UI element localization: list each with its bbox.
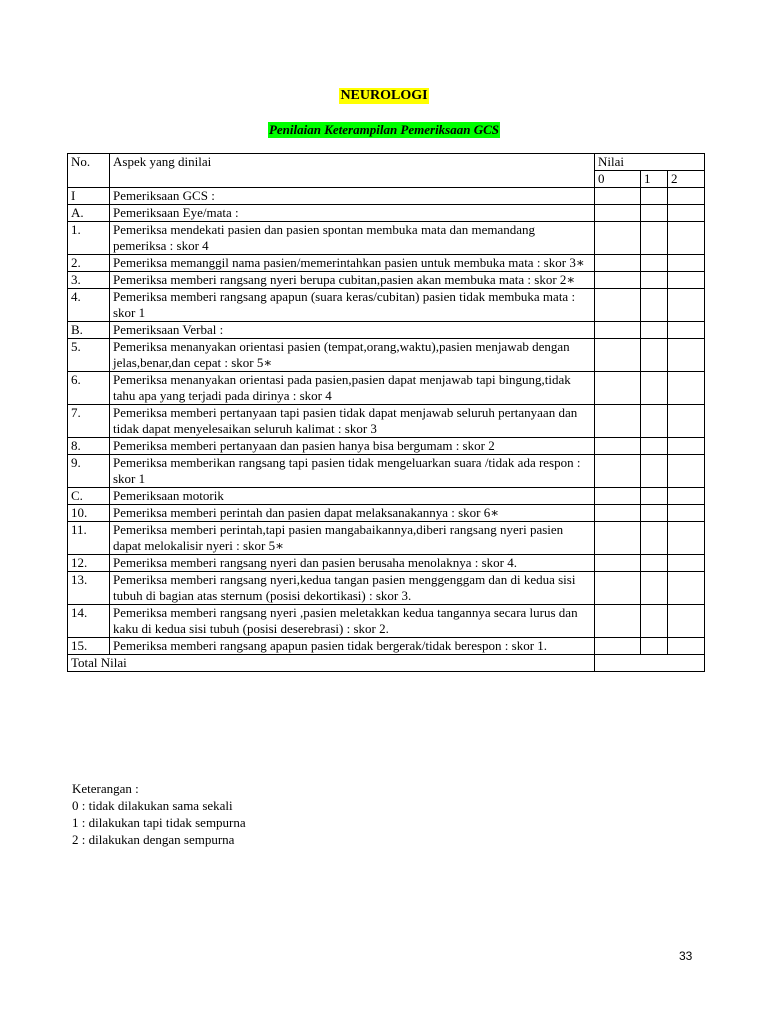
score-cell-0[interactable] — [595, 405, 641, 438]
score-cell-0[interactable] — [595, 522, 641, 555]
legend-item: 1 : dilakukan tapi tidak sempurna — [72, 815, 246, 830]
score-cell-1[interactable] — [641, 205, 668, 222]
score-cell-0[interactable] — [595, 322, 641, 339]
score-cell-0[interactable] — [595, 455, 641, 488]
score-cell-2[interactable] — [668, 638, 705, 655]
table-row — [68, 339, 705, 372]
row-number: I — [68, 188, 110, 205]
score-cell-2[interactable] — [668, 222, 705, 255]
page-number: 33 — [679, 949, 693, 963]
score-cell-0[interactable] — [595, 222, 641, 255]
score-cell-1[interactable] — [641, 488, 668, 505]
score-cell-1[interactable] — [641, 322, 668, 339]
row-aspect: Pemeriksa memberi pertanyaan tapi pasien tidak dapat menjawab seluruh pertanyaan dan tidak dapat menyelesaikan seluruh kalimat : skor 3 — [110, 405, 595, 438]
score-cell-1[interactable] — [641, 405, 668, 438]
score-cell-2[interactable] — [668, 205, 705, 222]
score-cell-0[interactable] — [595, 339, 641, 372]
row-aspect: Pemeriksaan Eye/mata : — [110, 205, 595, 222]
table-row — [68, 188, 705, 205]
header-aspek: Aspek yang dinilai — [110, 154, 595, 188]
row-number: 7. — [68, 405, 110, 438]
legend-item: 2 : dilakukan dengan sempurna — [72, 832, 235, 847]
row-number: 11. — [68, 522, 110, 555]
table-row — [68, 455, 705, 488]
title-container — [0, 86, 768, 104]
score-cell-0[interactable] — [595, 289, 641, 322]
score-cell-0[interactable] — [595, 505, 641, 522]
table-row — [68, 638, 705, 655]
row-number: C. — [68, 488, 110, 505]
score-cell-0[interactable] — [595, 605, 641, 638]
score-cell-2[interactable] — [668, 438, 705, 455]
score-cell-0[interactable] — [595, 488, 641, 505]
legend-heading: Keterangan : — [72, 781, 139, 796]
total-row — [68, 655, 705, 672]
score-cell-0[interactable] — [595, 205, 641, 222]
row-number: 5. — [68, 339, 110, 372]
score-cell-1[interactable] — [641, 455, 668, 488]
row-number: 14. — [68, 605, 110, 638]
row-aspect: Pemeriksaan GCS : — [110, 188, 595, 205]
score-cell-0[interactable] — [595, 572, 641, 605]
score-cell-2[interactable] — [668, 405, 705, 438]
score-cell-2[interactable] — [668, 488, 705, 505]
table-row — [68, 505, 705, 522]
row-aspect: Pemeriksa memberi rangsang apapun (suara keras/cubitan) pasien tidak membuka mata : skor 1 — [110, 289, 595, 322]
row-aspect: Pemeriksa memanggil nama pasien/memerintahkan pasien untuk membuka mata : skor 3∗ — [110, 255, 595, 272]
score-cell-2[interactable] — [668, 555, 705, 572]
table-row — [68, 205, 705, 222]
table-row — [68, 605, 705, 638]
assessment-table — [67, 153, 705, 672]
row-aspect: Pemeriksa mendekati pasien dan pasien spontan membuka mata dan memandang pemeriksa : skor 4 — [110, 222, 595, 255]
score-cell-1[interactable] — [641, 272, 668, 289]
row-number: 4. — [68, 289, 110, 322]
row-number: 8. — [68, 438, 110, 455]
row-aspect: Pemeriksa memberi rangsang apapun pasien tidak bergerak/tidak berespon : skor 1. — [110, 638, 595, 655]
table-row — [68, 272, 705, 289]
score-cell-1[interactable] — [641, 222, 668, 255]
score-cell-0[interactable] — [595, 255, 641, 272]
score-cell-2[interactable] — [668, 322, 705, 339]
row-aspect: Pemeriksaan motorik — [110, 488, 595, 505]
table-header-row — [68, 154, 705, 171]
score-cell-2[interactable] — [668, 272, 705, 289]
header-score-0: 0 — [595, 171, 641, 188]
header-no: No. — [68, 154, 110, 188]
score-cell-1[interactable] — [641, 505, 668, 522]
row-aspect: Pemeriksa memberi pertanyaan dan pasien hanya bisa bergumam : skor 2 — [110, 438, 595, 455]
total-value-cell[interactable] — [595, 655, 705, 672]
score-cell-1[interactable] — [641, 438, 668, 455]
table-row — [68, 522, 705, 555]
score-cell-0[interactable] — [595, 438, 641, 455]
table-row — [68, 438, 705, 455]
table-row — [68, 322, 705, 339]
row-number: 15. — [68, 638, 110, 655]
score-cell-1[interactable] — [641, 289, 668, 322]
table-row — [68, 488, 705, 505]
row-number: 2. — [68, 255, 110, 272]
score-cell-0[interactable] — [595, 272, 641, 289]
score-cell-2[interactable] — [668, 505, 705, 522]
row-aspect: Pemeriksa menanyakan orientasi pada pasien,pasien dapat menjawab tapi bingung,tidak tahu apa yang terjadi pada dirinya : skor 4 — [110, 372, 595, 405]
row-number: 1. — [68, 222, 110, 255]
table-row — [68, 572, 705, 605]
score-cell-2[interactable] — [668, 188, 705, 205]
legend — [72, 780, 246, 848]
score-cell-1[interactable] — [641, 555, 668, 572]
row-number: A. — [68, 205, 110, 222]
score-cell-0[interactable] — [595, 188, 641, 205]
row-number: 10. — [68, 505, 110, 522]
score-cell-2[interactable] — [668, 339, 705, 372]
row-aspect: Pemeriksa menanyakan orientasi pasien (tempat,orang,waktu),pasien menjawab dengan jelas,benar,dan cepat : skor 5∗ — [110, 339, 595, 372]
row-aspect: Pemeriksa memberi perintah,tapi pasien mangabaikannya,diberi rangsang nyeri pasien dapat melokalisir nyeri : skor 5∗ — [110, 522, 595, 555]
score-cell-1[interactable] — [641, 372, 668, 405]
score-cell-2[interactable] — [668, 572, 705, 605]
subtitle-container — [0, 121, 768, 139]
row-aspect: Pemeriksa memberi rangsang nyeri dan pasien berusaha menolaknya : skor 4. — [110, 555, 595, 572]
header-nilai: Nilai — [595, 154, 705, 171]
score-cell-2[interactable] — [668, 605, 705, 638]
page-subtitle: Penilaian Keterampilan Pemeriksaan GCS — [268, 122, 500, 137]
score-cell-1[interactable] — [641, 188, 668, 205]
score-cell-0[interactable] — [595, 372, 641, 405]
table-row — [68, 372, 705, 405]
score-cell-2[interactable] — [668, 289, 705, 322]
score-cell-1[interactable] — [641, 255, 668, 272]
row-number: B. — [68, 322, 110, 339]
score-cell-2[interactable] — [668, 372, 705, 405]
row-number: 3. — [68, 272, 110, 289]
score-cell-1[interactable] — [641, 638, 668, 655]
score-cell-2[interactable] — [668, 455, 705, 488]
row-aspect: Pemeriksa memberi rangsang nyeri,kedua tangan pasien menggenggam dan di kedua sisi tubuh di bagian atas sternum (posisi dekortikasi) : skor 3. — [110, 572, 595, 605]
row-number: 6. — [68, 372, 110, 405]
table-row — [68, 289, 705, 322]
score-cell-1[interactable] — [641, 339, 668, 372]
score-cell-2[interactable] — [668, 522, 705, 555]
score-cell-1[interactable] — [641, 572, 668, 605]
score-cell-0[interactable] — [595, 555, 641, 572]
row-number: 13. — [68, 572, 110, 605]
row-aspect: Pemeriksa memberikan rangsang tapi pasien tidak mengeluarkan suara /tidak ada respon : skor 1 — [110, 455, 595, 488]
score-cell-1[interactable] — [641, 605, 668, 638]
row-aspect: Pemeriksa memberi rangsang nyeri berupa cubitan,pasien akan membuka mata : skor 2∗ — [110, 272, 595, 289]
table-row — [68, 255, 705, 272]
row-aspect: Pemeriksa memberi rangsang nyeri ,pasien meletakkan kedua tangannya secara lurus dan kaku di kedua sisi tubuh (posisi deserebrasi) : skor 2. — [110, 605, 595, 638]
header-score-1: 1 — [641, 171, 668, 188]
score-cell-0[interactable] — [595, 638, 641, 655]
row-aspect: Pemeriksa memberi perintah dan pasien dapat melaksanakannya : skor 6∗ — [110, 505, 595, 522]
table-row — [68, 555, 705, 572]
table-row — [68, 405, 705, 438]
total-label: Total Nilai — [68, 655, 595, 672]
table-row — [68, 222, 705, 255]
row-number: 12. — [68, 555, 110, 572]
row-number: 9. — [68, 455, 110, 488]
row-aspect: Pemeriksaan Verbal : — [110, 322, 595, 339]
score-cell-2[interactable] — [668, 255, 705, 272]
legend-item: 0 : tidak dilakukan sama sekali — [72, 798, 233, 813]
score-cell-1[interactable] — [641, 522, 668, 555]
header-score-2: 2 — [668, 171, 705, 188]
page-title: NEUROLOGI — [340, 88, 428, 103]
